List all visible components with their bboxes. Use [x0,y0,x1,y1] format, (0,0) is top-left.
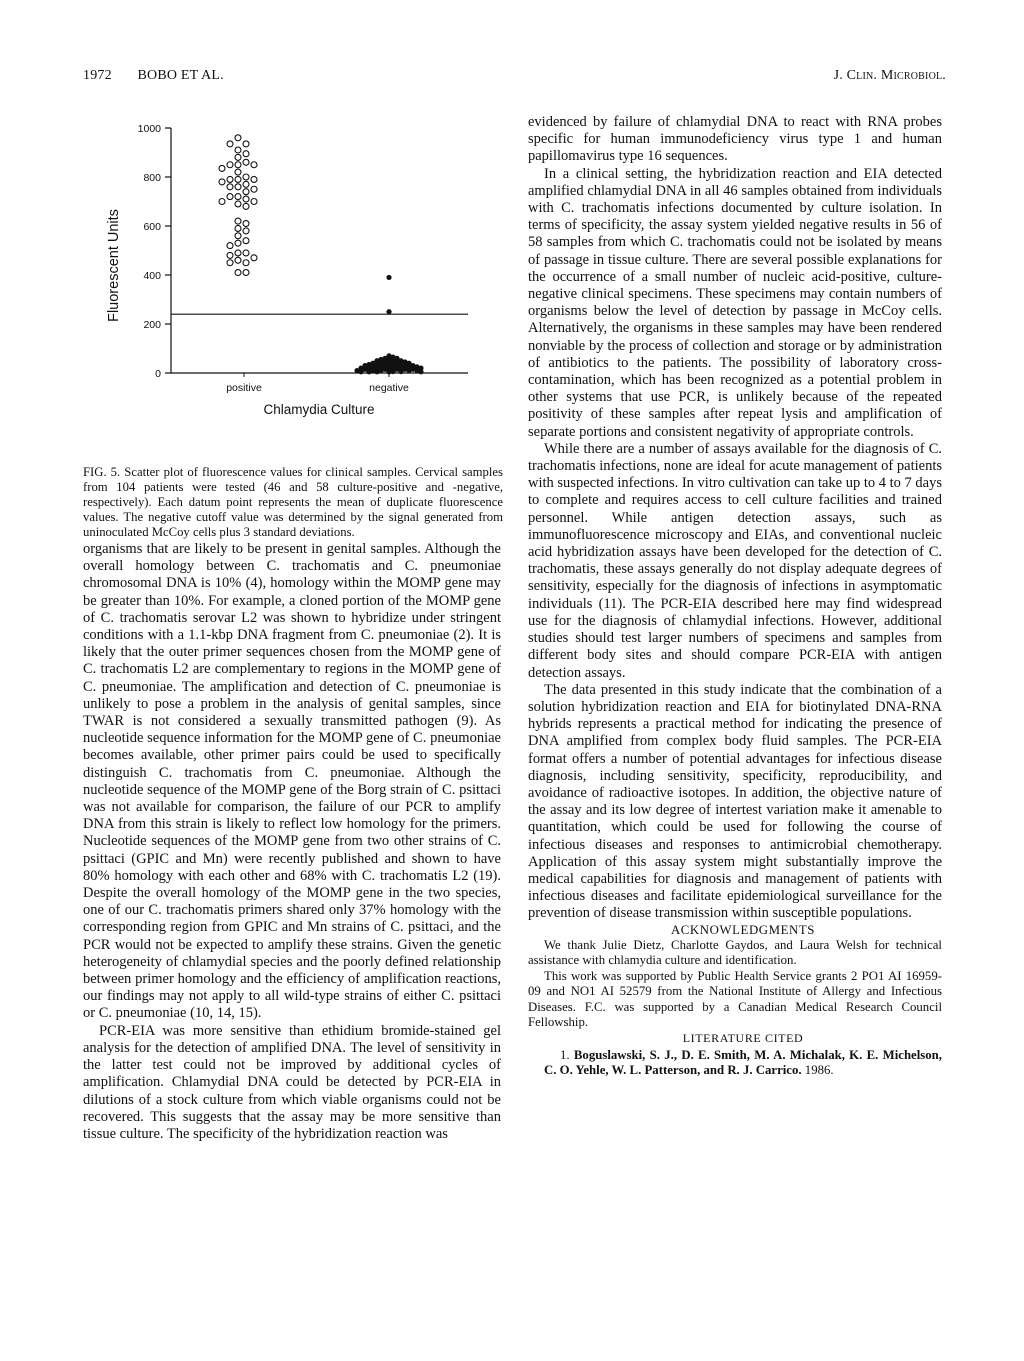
body-paragraph: While there are a number of assays available for the diagnosis of C. trachomatis infections, none are ideal for acute management of patients with suspected infections. In vitro cultivation can take up to 4 to 7 days to complete and requires access to cell culture facilities and trained personnel. While antigen detection assays, such as immunofluorescence microscopy and EIAs, and conventional nucleic acid hybridization assays have been developed for the detection of C. trachomatis, these assays generally do not display adequate degrees of sensitivity, especially for the diagnosis of infections in asymptomatic individuals (11). The PCR-EIA described here may find widespread use for the diagnosis of chlamydial infections. However, additional studies should test larger numbers of specimens and samples from different body sites and should compare PCR-EIA with antigen detection assays. [528,440,942,681]
acknowledgments-heading: ACKNOWLEDGMENTS [670,922,816,937]
data-point-negative [386,309,391,314]
data-point-positive [235,162,241,168]
data-point-positive [235,147,241,153]
body-paragraph: evidenced by failure of chlamydial DNA to react with RNA probes specific for human immunodeficiency virus type 1 and human papillomavirus type 16 sequences. [528,114,942,165]
reference-year: 1986. [804,1063,834,1077]
literature-heading: LITERATURE CITED [682,1031,804,1046]
data-point-negative [398,369,403,374]
y-tick-label: 400 [143,270,161,282]
acknowledgments-paragraph: This work was supported by Public Health Service grants 2 PO1 AI 16959-09 and NO1 AI 52579 from the National Institute of Allergy and Infectious Diseases. F.C. was supported by a Canadian Medical Research Council Fellowship. [528,968,942,1029]
data-point-positive [227,252,233,258]
right-column [528,114,942,1078]
x-tick-label: positive [226,382,262,394]
data-point-negative [418,369,423,374]
data-point-positive [235,194,241,200]
data-point-positive [251,186,257,192]
body-paragraph: In a clinical setting, the hybridization reaction and EIA detected amplified chlamydial DNA in all 46 samples obtained from individuals with C. trachomatis infections documented by culture isolation. In terms of specificity, the assay system yielded negative results in 56 of 58 samples from which C. trachomatis could not be isolated by means of passage in tissue culture. There are several possible explanations for the occurrence of a small number of nucleic acid-positive, culture-negative clinical specimens. These specimens may contain numbers of organisms below the level of detection by passage in McCoy cells. Alternatively, the organisms in these samples may have been rendered nonviable by the process of collection and storage or by administration of antibiotics to the patients. The possibility of laboratory cross-contamination, which has been recognized as a potential problem in other systems that use PCR, is unlikely because of the repeated positivity of these samples after repeat lysis and amplification of separate portions and consistent negativity of appropriate controls. [528,165,942,440]
page-number: 1972 [83,68,112,83]
data-point-positive [243,260,249,266]
data-point-negative [386,275,391,280]
chart-axes [165,128,468,377]
acknowledgments-section [528,923,942,1031]
reference-item [528,1048,942,1079]
y-axis-label: Fluorescent Units [106,209,122,322]
left-column [83,541,501,1143]
data-point-positive [235,257,241,263]
data-point-positive [251,176,257,182]
figure-caption [83,465,503,540]
data-point-positive [235,201,241,207]
data-point-positive [243,159,249,165]
data-point-positive [243,174,249,180]
data-point-positive [219,199,225,205]
data-point-negative [366,369,371,374]
data-point-positive [243,250,249,256]
caption-label: FIG. 5. [83,465,121,479]
data-point-positive [235,218,241,224]
y-tick-label: 800 [143,172,161,184]
data-point-positive [243,151,249,157]
data-point-positive [235,240,241,246]
data-point-negative [406,368,411,373]
data-point-positive [243,221,249,227]
data-point-positive [227,141,233,147]
scatter-chart [83,108,505,417]
data-point-positive [235,135,241,141]
data-point-positive [235,270,241,276]
data-point-positive [235,233,241,239]
data-point-negative [358,369,363,374]
reference-authors: Boguslawski, S. J., D. E. Smith, M. A. Michalak, K. E. Michelson, C. O. Yehle, W. L. Patterson, and R. J. Carrico. [544,1047,942,1077]
data-point-positive [227,184,233,190]
data-point-positive [235,154,241,160]
data-point-positive [243,238,249,244]
x-tick-label: negative [369,382,409,394]
data-point-positive [227,243,233,249]
data-point-positive [219,179,225,185]
data-point-positive [251,255,257,261]
caption-text: Scatter plot of fluorescence values for clinical samples. Cervical samples from 104 patients were tested (46 and 58 culture-positive and -negative, respectively). Each datum point represents the mean of duplicate fluorescence values. The negative cutoff value was determined by the signal generated from uninoculated McCoy cells plus 3 standard deviations. [83,465,503,539]
chart-points [219,135,424,375]
data-point-positive [235,176,241,182]
data-point-positive [227,194,233,200]
reference-number: 1. [560,1047,570,1062]
data-point-positive [243,181,249,187]
y-tick-label: 1000 [137,123,161,135]
data-point-negative [386,369,391,374]
data-point-positive [235,225,241,231]
y-tick-label: 200 [143,319,161,331]
data-point-positive [243,228,249,234]
literature-section [528,1030,942,1078]
body-paragraph: organisms that are likely to be present in genital samples. Although the overall homology between C. trachomatis and C. pneumoniae chromosomal DNA is 10% (4), homology within the MOMP gene may be greater than 10%. For example, a cloned portion of the MOMP gene of C. trachomatis serovar L2 was shown to hybridize under stringent conditions with a 1.1-kbp DNA fragment from C. pneumoniae (2). It is likely that the outer primer sequences chosen from the MOMP gene of C. trachomatis L2 are complementary to regions in the MOMP gene of C. pneumoniae. The amplification and detection of C. pneumoniae is unlikely to pose a problem in the analysis of genital samples, since TWAR is not considered a sexually transmitted pathogen (9). As nucleotide sequence information for the MOMP gene of C. pneumoniae becomes available, other primer pairs could be used to specifically distinguish C. trachomatis from C. pneumoniae. Although the nucleotide sequence of the MOMP gene of the Borg strain of C. psittaci was not available for comparison, the failure of our PCR to amplify DNA from this strain is likely to reflect low homology for the primers. Nucleotide sequences of the MOMP gene from two other strains of C. psittaci (GPIC and Mn) were recently published and shown to have 80% homology with each other and 68% with C. trachomatis L2 (19). Despite the overall homology of the MOMP gene in the two species, one of our C. trachomatis primers shared only 37% homology with the corresponding region from GPIC and Mn strains of C. psittaci, and the PCR would not be expected to amplify these strains. Given the genetic heterogeneity of chlamydial species and the poorly defined relationship between primer homology and the efficiency of amplification reactions, our findings may not apply to all wild-type strains of either C. psittaci or C. pneumoniae (10, 14, 15). [83,541,501,1022]
data-point-positive [243,270,249,276]
data-point-positive [235,184,241,190]
data-point-positive [251,199,257,205]
journal-name: J. Clin. Microbiol. [833,68,946,83]
running-header-left [83,68,246,84]
data-point-positive [243,203,249,209]
data-point-positive [243,196,249,202]
x-axis-label: Chlamydia Culture [263,402,375,417]
running-authors: BOBO ET AL. [137,68,224,83]
data-point-positive [227,260,233,266]
data-point-positive [235,169,241,175]
data-point-negative [374,369,379,374]
acknowledgments-paragraph: We thank Julie Dietz, Charlotte Gaydos, and Laura Welsh for technical assistance with chlamydia culture and identification. [528,937,942,968]
figure-5-scatter-plot [83,108,505,417]
y-tick-label: 0 [155,368,161,380]
data-point-positive [243,189,249,195]
data-point-positive [251,162,257,168]
data-point-positive [227,162,233,168]
data-point-positive [227,176,233,182]
data-point-positive [243,141,249,147]
data-point-positive [235,250,241,256]
body-paragraph: The data presented in this study indicate that the combination of a solution hybridization reaction and EIA for biotinylated DNA-RNA hybrids represents a practical method for indicating the presence of DNA amplified from complex body fluid samples. The PCR-EIA format offers a number of potential advantages for infectious disease diagnosis, including sensitivity, specificity, reproducibility, and avoidance of radioactive isotopes. In addition, the objective nature of the assay and its low degree of intertest variation make it amenable to quantitation, which could be used for following the course of infectious diseases and responses to antimicrobial chemotherapy. Application of this assay system might substantially improve the medical capabilities for diagnosis and management of patients with infectious diseases and facilitate epidemiological surveillance for the prevention of disease transmission within susceptible populations. [528,681,942,922]
y-tick-label: 600 [143,221,161,233]
data-point-positive [219,165,225,171]
body-paragraph: PCR-EIA was more sensitive than ethidium bromide-stained gel analysis for the detection of amplified DNA. The level of sensitivity in the latter test could not be improved by additional cycles of amplification. Chlamydial DNA could be detected by PCR-EIA in dilutions of a stock culture from which viable organisms could not be recovered. This suggests that the assay may be more sensitive than tissue culture. The specificity of the hybridization reaction was [83,1022,501,1142]
